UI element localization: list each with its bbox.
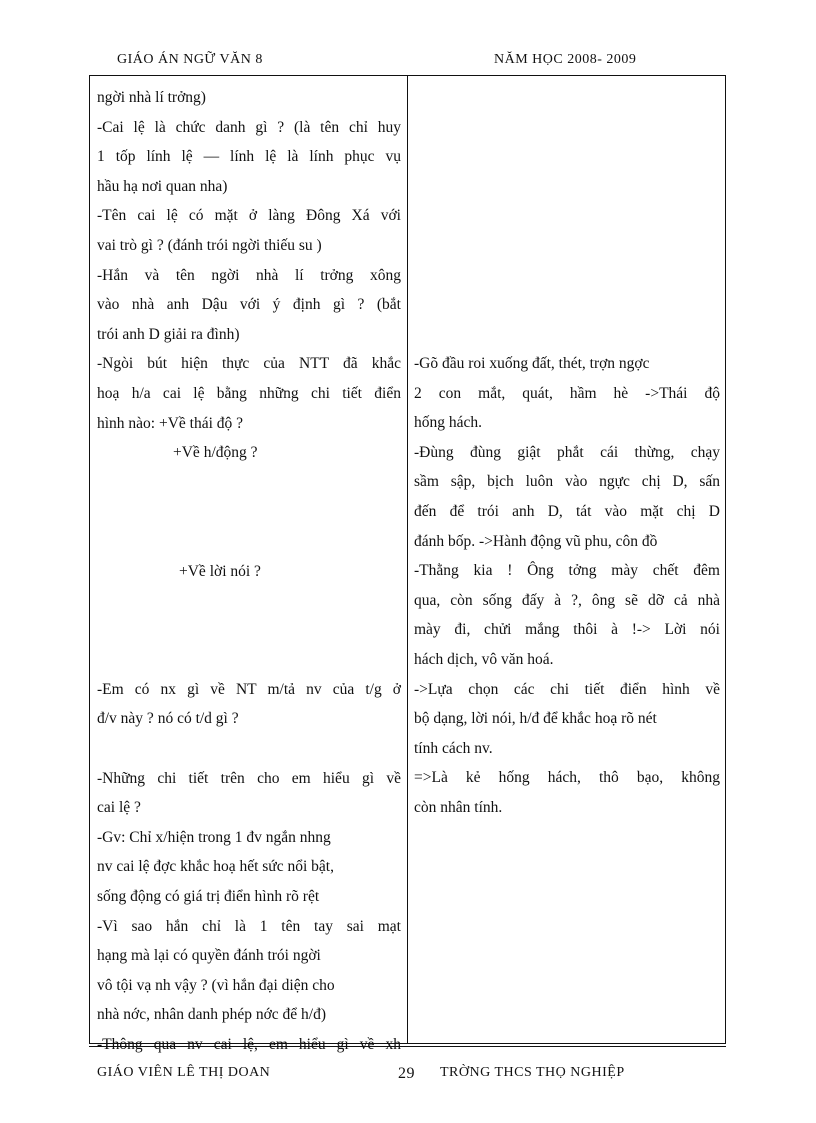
column-divider — [407, 75, 408, 1044]
right-column-line: tính cách nv. — [414, 739, 493, 757]
right-column-line: đánh bốp. ->Hành động vũ phu, côn đồ — [414, 532, 658, 550]
left-column-line — [97, 586, 401, 616]
right-column-line: đến để trói anh D, tát vào mặt chị D — [414, 502, 720, 520]
content-column — [414, 349, 720, 823]
left-column-line: -Gv: Chỉ x/hiện trong 1 đv ngắn nhng — [97, 828, 331, 846]
right-column-line: sầm sập, bịch luôn vào ngực chị D, sấn — [414, 473, 720, 491]
left-column-line: hạng mà lại có quyền đánh trói ngời — [97, 947, 321, 965]
left-column-line: +Về h/động ? — [173, 444, 258, 462]
left-column-line: hầu hạ nơi quan nha) — [97, 177, 228, 195]
left-column-line — [97, 527, 401, 557]
left-column-line: đ/v này ? nó có t/d gì ? — [97, 710, 239, 728]
right-column-line: =>Là kẻ hống hách, thô bạo, không — [414, 769, 720, 787]
left-column-line — [97, 616, 401, 646]
footer-teacher — [97, 1064, 270, 1080]
left-column-line: -Tên cai lệ có mặt ở làng Đông Xá với — [97, 207, 401, 225]
teacher-activity-column — [97, 83, 401, 1053]
left-column-line: sống động có giá trị điển hình rõ rệt — [97, 888, 320, 906]
left-column-line: vào nhà anh Dậu với ý định gì ? (bắt — [97, 296, 401, 314]
left-column-line: 1 tốp lính lệ — lính lệ là lính phục vụ — [97, 148, 401, 166]
left-column-line: cai lệ ? — [97, 799, 141, 817]
footer-school — [440, 1064, 625, 1080]
right-column-line: hách dịch, vô văn hoá. — [414, 650, 554, 668]
left-column-line — [97, 468, 401, 498]
left-column-line — [97, 734, 401, 764]
right-column-line: 2 con mắt, quát, hầm hè ->Thái độ — [414, 384, 720, 402]
right-column-line: còn nhân tính. — [414, 798, 503, 816]
page-number — [398, 1064, 415, 1080]
left-column-line: -Cai lệ là chức danh gì ? (là tên chỉ huy — [97, 118, 401, 136]
left-column-line: -Ngòi bút hiện thực của NTT đã khắc — [97, 355, 401, 373]
left-column-line — [97, 645, 401, 675]
right-column-line: -Đùng đùng giật phắt cái thừng, chạy — [414, 443, 720, 461]
right-column-line: bộ dạng, lời nói, h/đ để khắc hoạ rõ nét — [414, 710, 657, 728]
right-column-line: mày đi, chửi mắng thôi à !-> Lời nói — [414, 621, 720, 639]
left-column-line: trói anh D giải ra đình) — [97, 325, 240, 343]
header-left-text: GIÁO ÁN NGỮ VĂN 8 — [117, 52, 263, 67]
right-column-line: -Thằng kia ! Ông tởng mày chết đêm — [414, 562, 720, 580]
right-column-line: -Gõ đầu roi xuống đất, thét, trợn ngợc — [414, 355, 650, 372]
left-column-line: hoạ h/a cai lệ bằng những chi tiết điển — [97, 384, 401, 402]
header-left — [117, 50, 263, 66]
left-column-line: -Những chi tiết trên cho em hiểu gì về — [97, 769, 401, 787]
right-column-line: ->Lựa chọn các chi tiết điển hình về — [414, 680, 720, 698]
footer-school-text: TRỜNG THCS THỌ NGHIỆP — [440, 1065, 625, 1080]
left-column-line — [97, 497, 401, 527]
header-right — [494, 50, 636, 66]
left-column-line: -Thông qua nv cai lệ, em hiểu gì về xh — [97, 1036, 401, 1053]
footer-teacher-text: GIÁO VIÊN LÊ THỊ DOAN — [97, 1065, 271, 1080]
left-column-line: vô tội vạ nh vậy ? (vì hắn đại diện cho — [97, 976, 335, 994]
left-column-line: -Hắn và tên ngời nhà lí trởng xông — [97, 266, 401, 284]
left-column-line: nv cai lệ đợc khắc hoạ hết sức nổi bật, — [97, 858, 334, 876]
left-column-line: nhà nớc, nhân danh phép nớc để h/đ) — [97, 1006, 327, 1024]
left-column-line: -Vì sao hắn chỉ là 1 tên tay sai mạt — [97, 917, 401, 935]
left-column-line: hình nào: +Về thái độ ? — [97, 414, 244, 432]
left-column-line: -Em có nx gì về NT m/tả nv của t/g ở — [97, 680, 401, 698]
header-right-text: NĂM HỌC 2008- 2009 — [494, 52, 637, 67]
left-column-line: ngời nhà lí trởng) — [97, 89, 206, 106]
left-column-line: vai trò gì ? (đánh trói ngời thiếu su ) — [97, 236, 322, 254]
page-number-text: 29 — [398, 1065, 415, 1082]
right-column-line: hống hách. — [414, 414, 483, 432]
right-column-line: qua, còn sống đấy à ?, ông sẽ dỡ cả nhà — [414, 591, 720, 609]
left-column-line: +Về lời nói ? — [179, 562, 261, 580]
